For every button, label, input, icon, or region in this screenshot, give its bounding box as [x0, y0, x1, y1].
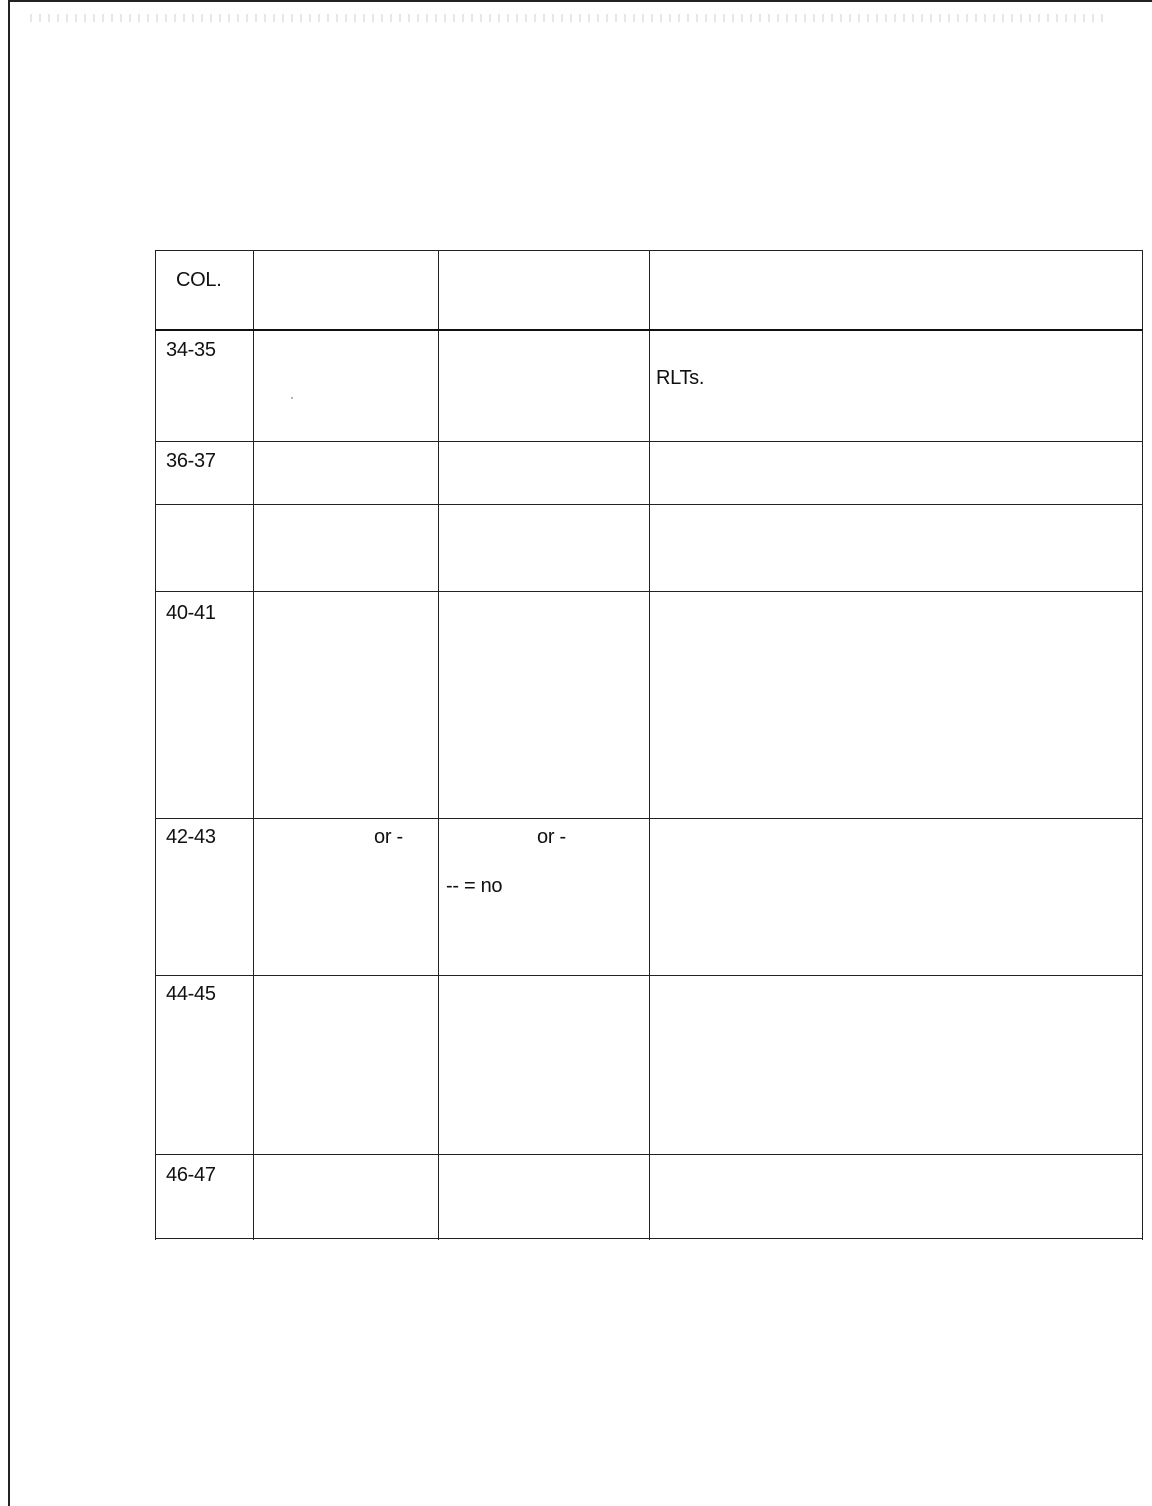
row-separator-5 [155, 975, 1143, 976]
row-separator-2 [155, 504, 1143, 505]
column-divider-1 [253, 250, 254, 1240]
row-values-value: or - [537, 826, 566, 848]
row-col-value: 36-37 [166, 450, 216, 472]
row-col-value: 46-47 [166, 1164, 216, 1186]
page-left-edge [8, 0, 10, 1506]
column-divider-3 [649, 250, 650, 1240]
header-separator [155, 329, 1143, 331]
row-field-value: or - [374, 826, 403, 848]
column-divider-2 [438, 250, 439, 1240]
table-border-bottom [155, 1238, 1143, 1239]
page-top-edge [8, 0, 1152, 2]
row-description: RLTs. [656, 367, 705, 389]
row-separator-3 [155, 591, 1143, 592]
table-border-right [1142, 250, 1143, 1240]
row-col-value: 40-41 [166, 602, 216, 624]
row-col-value: 44-45 [166, 983, 216, 1005]
row-separator-1 [155, 441, 1143, 442]
table-border-top [155, 250, 1143, 251]
table-border-left [155, 250, 156, 1240]
row-col-value: 42-43 [166, 826, 216, 848]
row-col-value: 34-35 [166, 339, 216, 361]
row-separator-6 [155, 1154, 1143, 1155]
scan-speck: ॱ [290, 394, 294, 408]
row-values-line-2: -- = no [446, 875, 503, 897]
row-separator-4 [155, 818, 1143, 819]
header-col-label: COL. [176, 269, 222, 291]
scan-noise-header [30, 14, 1110, 22]
